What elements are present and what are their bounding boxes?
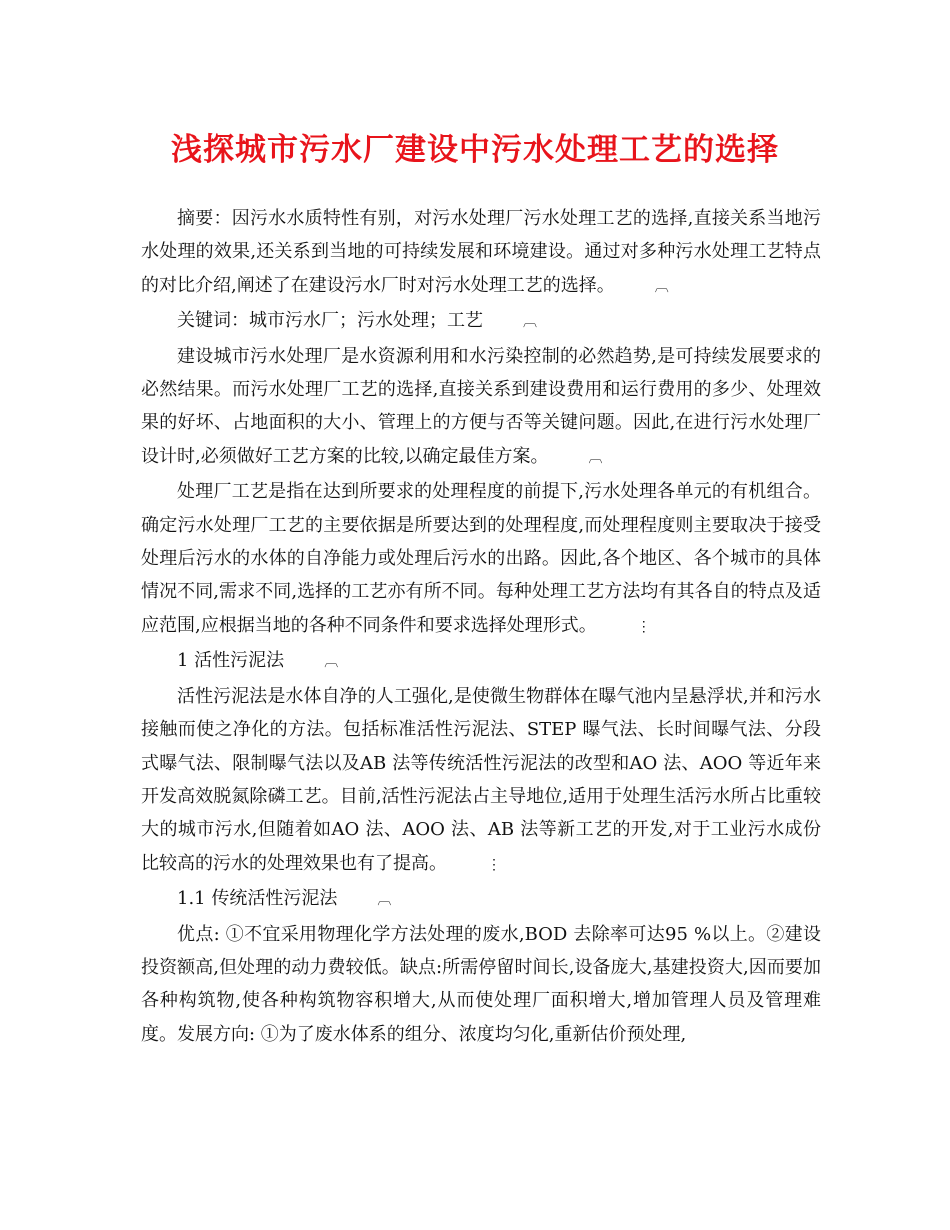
paragraph-traditional-method xyxy=(141,918,821,1052)
paragraph-mark-icon: ⋮ xyxy=(487,856,501,873)
paragraph-text: 处理厂工艺是指在达到所要求的处理程度的前提下,污水处理各单元的有机组合。确定污水处理厂工艺的主要依据是所要达到的处理程度,而处理程度则主要取决于接受处理后污水的水体的自净能力或处理后污水的出路。因此,各个地区、各个城市的具体情况不同,需求不同,选择的工艺亦有所不同。每种处理工艺方法均有其各自的特点及适应范围,应根据当地的各种不同条件和要求选择处理形式。 xyxy=(141,481,821,636)
paragraph-text: 优点: ①不宜采用物理化学方法处理的废水,BOD 去除率可达95 %以上。②建设投资额高,但处理的动力费较低。缺点:所需停留时间长,设备庞大,基建投资大,因而要加各种构筑物,使各种构筑物容积增大,从而使处理厂面积增大,增加管理人员及管理难度。发展方向: ①为了废水体系的组分、浓度均匀化,重新估价预处理, xyxy=(141,923,821,1045)
paragraph-mark-icon: ︹ xyxy=(377,892,392,909)
paragraph-mark-icon: ︹ xyxy=(588,449,603,466)
paragraph-mark-icon: ⋮ xyxy=(636,618,651,635)
paragraph-mark-icon: ︹ xyxy=(324,654,339,671)
paragraph-text: 关键词：城市污水厂；污水处理；工艺 xyxy=(177,310,483,332)
paragraph-activated-sludge xyxy=(141,680,821,882)
page-title: 浅探城市污水厂建设中污水处理工艺的选择 xyxy=(171,132,779,168)
paragraph-abstract xyxy=(141,202,821,304)
paragraph-mark-icon: ︹ xyxy=(654,278,669,295)
paragraph-process xyxy=(141,475,821,644)
paragraph-mark-icon: ︹ xyxy=(523,314,537,331)
paragraph-text: 活性污泥法是水体自净的人工强化,是使微生物群体在曝气池内呈悬浮状,并和污水接触而使之净化的方法。包括标准活性污泥法、STEP 曝气法、长时间曝气法、分段式曝气法、限制曝气法以及AB 法等传统活性污泥法的改型和AO 法、AOO 等近年来开发高效脱氮除磷工艺。目前,活性污泥法占主导地位,适用于处理生活污水所占比重较大的城市污水,但随着如AO 法、AOO 法、AB 法等新工艺的开发,对于工业污水成份比较高的污水的处理效果也有了提高。 xyxy=(141,685,821,874)
paragraph-text: 建设城市污水处理厂是水资源利用和水污染控制的必然趋势,是可持续发展要求的必然结果。而污水处理厂工艺的选择,直接关系到建设费用和运行费用的多少、处理效果的好坏、占地面积的大小、管理上的方便与否等关键问题。因此,在进行污水处理厂设计时,必须做好工艺方案的比较,以确定最佳方案。 xyxy=(141,345,821,467)
section-heading-1 xyxy=(141,644,821,679)
paragraph-text: 1.1 传统活性污泥法 xyxy=(177,888,338,910)
paragraph-text: 摘要：因污水水质特性有别，对污水处理厂污水处理工艺的选择,直接关系当地污水处理的效果,还关系到当地的可持续发展和环境建设。通过对多种污水处理工艺特点的对比介绍,阐述了在建设污水厂时对污水处理工艺的选择。 xyxy=(141,208,821,296)
paragraph-text: 1 活性污泥法 xyxy=(177,650,285,672)
document-body xyxy=(141,202,821,1051)
paragraph-keywords xyxy=(141,304,821,339)
paragraph-intro xyxy=(141,340,821,476)
section-heading-1-1 xyxy=(141,882,821,917)
